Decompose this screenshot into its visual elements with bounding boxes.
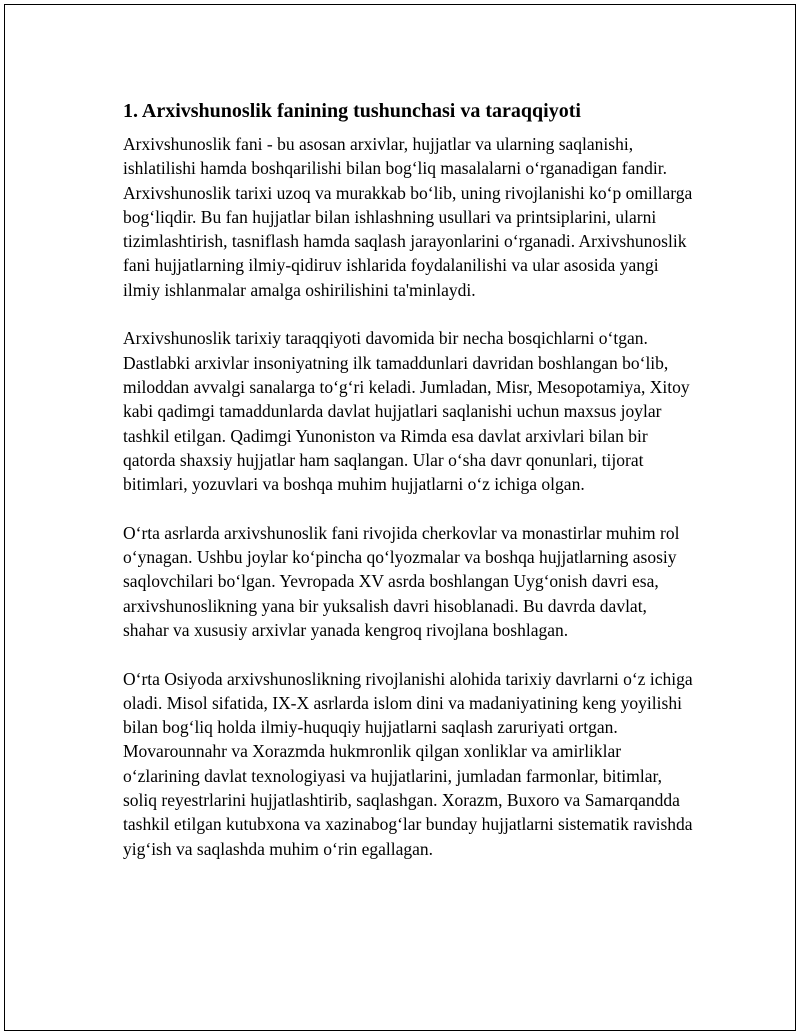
paragraph-3: O‘rta asrlarda arxivshunoslik fani rivojida cherkovlar va monastirlar muhim rol o‘ynagan. Ushbu joylar ko‘pincha qo‘lyozmalar va boshqa hujjatlarning asosiy saqlovchilari bo‘lgan. Yevropada XV asrda boshlangan Uyg‘onish davri esa, arxivshunoslikning yana bir yuksalish davri hisoblanadi. Bu davrda davlat, shahar va xususiy arxivlar yanada kengroq rivojlana boshlagan. (123, 522, 680, 640)
paragraph-4: O‘rta Osiyoda arxivshunoslikning rivojlanishi alohida tarixiy davrlarni o‘z ichiga oladi. Misol sifatida, IX-X asrlarda islom dini va madaniyatining keng yoyilishi bilan bog‘liq holda ilmiy-huquqiy hujjatlarni saqlash zaruriyati ortgan. Movarounnahr va Xorazmda hukmronlik qilgan xonliklar va amirliklar o‘zlarining davlat texnologiyasi va hujjatlarini, jumladan farmonlar, bitimlar, soliq reyestrlarini hujjatlashtirib, saqlashgan. Xorazm, Buxoro va Samarqandda tashkil etilgan kutubxona va xazinabog‘lar bunday hujjatlarni sistematik ravishda yig‘ish va saqlashda muhim o‘rin egallagan. (123, 668, 693, 859)
page-frame (4, 4, 796, 1031)
document-body (123, 98, 695, 885)
paragraph-2: Arxivshunoslik tarixiy taraqqiyoti davomida bir necha bosqichlarni o‘tgan. Dastlabki arxivlar insoniyatning ilk tamaddunlari davridan boshlangan bo‘lib, miloddan avvalgi sanalarga to‘g‘ri keladi. Jumladan, Misr, Mesopotamiya, Xitoy kabi qadimgi tamaddunlarda davlat hujjatlari saqlanishi uchun maxsus joylar tashkil etilgan. Qadimgi Yunoniston va Rimda esa davlat arxivlari bilan bir qatorda shaxsiy hujjatlar ham saqlangan. Ular o‘sha davr qonunlari, tijorat bitimlari, yozuvlari va boshqa muhim hujjatlarni o‘z ichiga olgan. (123, 328, 690, 495)
section-heading: 1. Arxivshunoslik fanining tushunchasi va taraqqiyoti (123, 100, 581, 122)
paragraph-1: Arxivshunoslik fani - bu asosan arxivlar, hujjatlar va ularning saqlanishi, ishlatilishi hamda boshqarilishi bilan bog‘liq masalalarni o‘rganadigan fandir. Arxivshunoslik tarixi uzoq va murakkab bo‘lib, uning rivojlanishi ko‘p omillarga bog‘liqdir. Bu fan hujjatlar bilan ishlashning usullari va printsiplarini, ularni tizimlashtirish, tasniflash hamda saqlash jarayonlarini o‘rganadi. Arxivshunoslik fani hujjatlarning ilmiy-qidiruv ishlarida foydalanilishi va ular asosida yangi ilmiy ishlanmalar amalga oshirilishini ta'minlaydi. (123, 134, 693, 300)
